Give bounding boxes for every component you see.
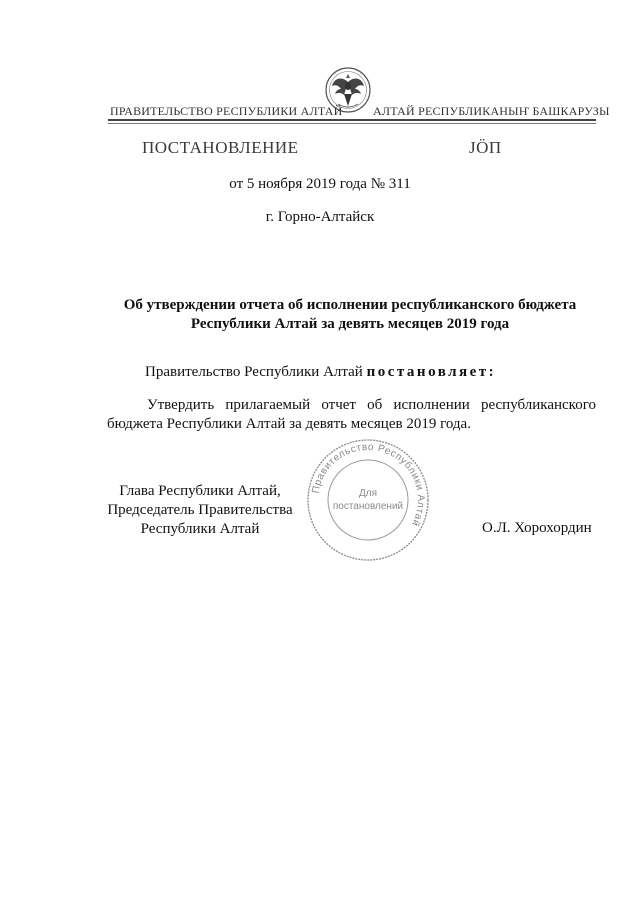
document-title-line-1: Об утверждении отчета об исполнении республиканского бюджета [123, 297, 577, 313]
decree-body: Утвердить прилагаемый отчет об исполнении республиканского бюджета Республики Алтай за девять месяцев 2019 года. [107, 397, 596, 432]
doc-type-altai: ЈӦП [469, 138, 502, 157]
decree-verb: постановляет: [366, 364, 497, 380]
letterhead-divider-thick [108, 119, 596, 121]
seal-center-line-2: постановлений [332, 501, 404, 512]
signatory-position-line-2: Председатель Правительства [107, 502, 293, 518]
seal-center-line-1: Для [358, 488, 378, 499]
signatory-position-line-1: Глава Республики Алтай, [119, 483, 281, 499]
letterhead-right-text: АЛТАЙ РЕСПУБЛИКАНЫҤ БАШКАРУЗЫ [373, 104, 610, 118]
letterhead-left-text: ПРАВИТЕЛЬСТВО РЕСПУБЛИКИ АЛТАЙ [110, 104, 343, 118]
official-seal-stamp [300, 436, 436, 564]
document-title-line-2: Республики Алтай за девять месяцев 2019 года [190, 316, 510, 332]
doc-type-russian: ПОСТАНОВЛЕНИЕ [142, 138, 299, 157]
signatory-name: О.Л. Хорохордин [482, 520, 592, 536]
seal-outer-text: Правительство Республики Алтай [310, 441, 427, 529]
document-date-number: от 5 ноября 2019 года № 311 [229, 176, 411, 192]
signatory-position [104, 482, 296, 539]
decree-statement [145, 364, 496, 381]
document-title [100, 296, 600, 334]
signatory-position-line-3: Республики Алтай [140, 521, 260, 537]
document-city: г. Горно-Алтайск [265, 209, 375, 225]
letterhead-divider-thin [108, 123, 596, 124]
decree-subject: Правительство Республики Алтай [145, 364, 363, 380]
